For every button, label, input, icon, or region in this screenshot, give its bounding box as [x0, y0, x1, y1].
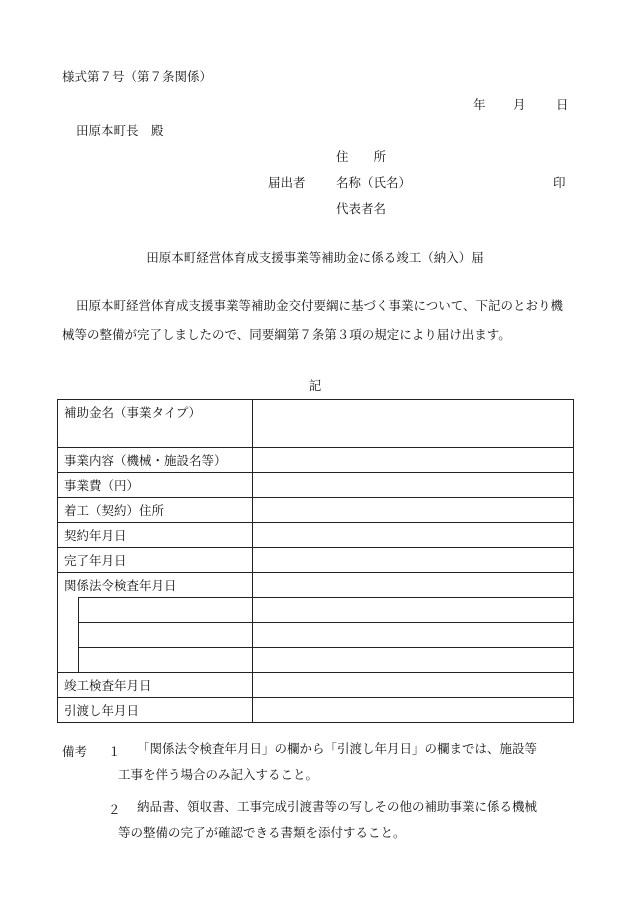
table-row — [58, 698, 574, 723]
date-year-label: 年 — [473, 97, 486, 112]
row-label: 完了年月日 — [58, 548, 253, 573]
date-month-label: 月 — [513, 97, 526, 112]
table-row — [58, 673, 574, 698]
addressee: 田原本町長 殿 — [76, 123, 164, 138]
row-value-field[interactable] — [253, 523, 574, 548]
table-sub-row — [58, 648, 574, 673]
table-row — [58, 548, 574, 573]
ki-heading: 記 — [308, 378, 322, 393]
table-row — [58, 498, 574, 523]
indent-cell — [58, 648, 79, 673]
row-value-field[interactable] — [253, 673, 574, 698]
indent-cell — [58, 598, 79, 623]
note-number: １ — [108, 744, 121, 759]
row-value-field[interactable] — [253, 400, 574, 448]
row-value-field[interactable] — [253, 573, 574, 598]
row-value-field[interactable] — [253, 473, 574, 498]
row-value-field[interactable] — [253, 548, 574, 573]
note-line: 工事を伴う場合のみ記入すること。 — [118, 767, 319, 782]
row-label: 引渡し年月日 — [58, 698, 253, 723]
row-label: 補助金名（事業タイプ） — [58, 400, 253, 448]
row-value-field[interactable] — [253, 698, 574, 723]
name-label: 名称（氏名） — [336, 175, 412, 190]
note-line: 等の整備の完了が確認できる書類を添付すること。 — [118, 825, 406, 840]
address-label: 住 所 — [336, 149, 387, 164]
table-row — [58, 400, 574, 448]
indent-cell — [58, 623, 79, 648]
sub-row-label-field[interactable] — [79, 623, 253, 648]
table-row — [58, 473, 574, 498]
table-row — [58, 573, 574, 598]
sub-row-value-field[interactable] — [253, 598, 574, 623]
row-label: 契約年月日 — [58, 523, 253, 548]
row-value-field[interactable] — [253, 448, 574, 473]
row-label: 竣工検査年月日 — [58, 673, 253, 698]
note-number: ２ — [108, 802, 121, 817]
completion-table — [57, 399, 574, 723]
row-label: 事業費（円） — [58, 473, 253, 498]
sub-row-value-field[interactable] — [253, 648, 574, 673]
table-sub-row — [58, 598, 574, 623]
applicant-label: 届出者 — [268, 175, 306, 190]
sub-row-label-field[interactable] — [79, 648, 253, 673]
sub-row-label-field[interactable] — [79, 598, 253, 623]
body-paragraph: 田原本町経営体育成支援事業等補助金交付要綱に基づく事業について、下記のとおり機械等の整備が完了しましたので、同要綱第７条第３項の規定により届け出ます。 — [62, 298, 564, 342]
row-label: 関係法令検査年月日 — [58, 573, 253, 598]
table-row — [58, 448, 574, 473]
note-line: 納品書、領収書、工事完成引渡書等の写しその他の補助事業に係る機械 — [137, 799, 538, 814]
date-day-label: 日 — [556, 97, 569, 112]
seal-mark: 印 — [553, 175, 566, 190]
row-value-field[interactable] — [253, 498, 574, 523]
note-line: 「関係法令検査年月日」の欄から「引渡し年月日」の欄までは、施設等 — [137, 741, 538, 756]
notes-heading: 備考 — [62, 744, 88, 759]
row-label: 着工（契約）住所 — [58, 498, 253, 523]
table-sub-row — [58, 623, 574, 648]
representative-label: 代表者名 — [336, 201, 387, 216]
table-row — [58, 523, 574, 548]
sub-row-value-field[interactable] — [253, 623, 574, 648]
row-label: 事業内容（機械・施設名等） — [58, 448, 253, 473]
document-title: 田原本町経営体育成支援事業等補助金に係る竣工（納入）届 — [146, 250, 484, 265]
form-number: 様式第７号（第７条関係） — [62, 69, 213, 84]
